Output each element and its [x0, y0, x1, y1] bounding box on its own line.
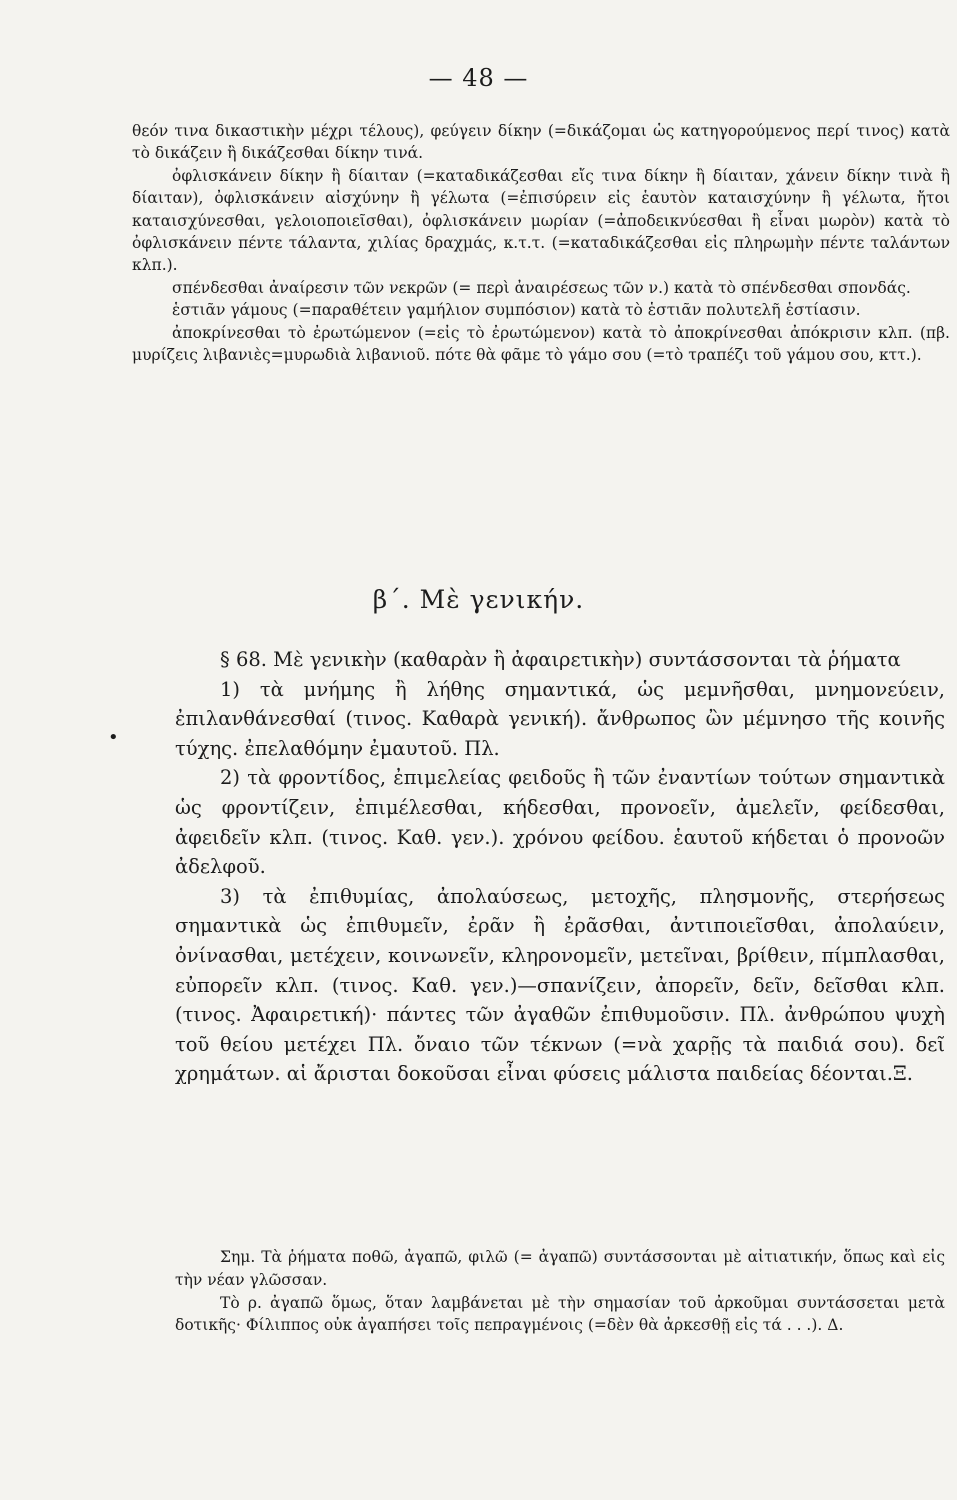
note-2: Τὸ ρ. ἀγαπῶ ὅμως, ὅταν λαμβάνεται μὲ τὴν σημασίαν τοῦ ἀρκοῦμαι συντάσσεται μετὰ δοτικῆς· Φίλιππος οὐκ ἀγαπήσει τοῖς πεπραγμένοις (=δὲν θὰ ἀρκεσθῇ εἰς τά . . .). Δ. [175, 1293, 945, 1335]
upper-text-block [132, 120, 950, 366]
upper-paragraph-4: ἑστιᾶν γάμους (=παραθέτειν γαμήλιον συμπόσιον) κατὰ τὸ ἑστιᾶν πολυτελῆ ἑστίασιν. [172, 301, 861, 320]
margin-dot: • [108, 727, 119, 748]
upper-paragraph-2: ὀφλισκάνειν δίκην ἢ δίαιταν (=καταδικάζεσθαι εἴς τινα δίκην ἢ δίαιταν, χάνειν δίκην τινὰ ἢ δίαιταν), ὀφλισκάνειν αἰσχύνην ἢ γέλωτα (=ἐπισύρειν εἰς ἑαυτὸν καταισχύνην ἢ γέλωτα, ἤτοι καταισχύνεσθαι, γελοιοποιεῖσθαι), ὀφλισκάνειν μωρίαν (=ἀποδεικνύεσθαι ἢ εἶναι μωρὸν) κατὰ τὸ ὀφλισκάνειν πέντε τάλαντα, χιλίας δραχμάς, κ.τ.τ. (=καταδικάζεσθαι εἰς πληρωμὴν πέντε ταλάντων κλπ.). [132, 166, 950, 275]
upper-paragraph-1: θεόν τινα δικαστικὴν μέχρι τέλους), φεύγειν δίκην (=δικάζομαι ὡς κατηγορούμενος περί τινος) κατὰ τὸ δικάζειν ἢ δικάζεσθαι δίκην τινά. [132, 122, 950, 163]
section-68-text [175, 645, 945, 1089]
rule-1-memory: 1) τὰ μνήμης ἢ λήθης σημαντικά, ὡς μεμνῆσθαι, μνημονεύειν, ἐπιλανθάνεσθαί (τινος. Καθαρὰ γενική). ἄνθρωπος ὢν μέμνησο τῆς κοινῆς τύχης. ἐπελαθόμην ἐμαυτοῦ. Πλ. [175, 677, 945, 760]
section-heading: β΄. Μὲ γενικήν. [372, 585, 585, 614]
notes-block [175, 1246, 945, 1337]
page-number: — 48 — [428, 64, 529, 92]
note-1: Σημ. Τὰ ῥήματα ποθῶ, ἀγαπῶ, φιλῶ (= ἀγαπῶ) συντάσσονται μὲ αἰτιατικήν, ὅπως καὶ εἰς τὴν νέαν γλῶσσαν. [175, 1248, 945, 1289]
rule-3-desire: 3) τὰ ἐπιθυμίας, ἀπολαύσεως, μετοχῆς, πλησμονῆς, στερήσεως σημαντικὰ ὡς ἐπιθυμεῖν, ἐρᾶν ἢ ἐρᾶσθαι, ἀντιποιεῖσθαι, ἀπολαύειν, ὀνίνασθαι, μετέχειν, κοινωνεῖν, κληρονομεῖν, μετεῖναι, βρίθειν, πίμπλασθαι, εὐπορεῖν κλπ. (τινος. Καθ. γεν.)—σπανίζειν, ἀπορεῖν, δεῖν, δεῖσθαι κλπ. (τινος. Ἀφαιρετική)· πάντες τῶν ἀγαθῶν ἐπιθυμοῦσιν. Πλ. ἀνθρώπου ψυχὴ τοῦ θείου μετέχει Πλ. ὄναιο τῶν τέκνων (=νὰ χαρῇς τὰ παιδιά σου). δεῖ χρημάτων. αἱ ἄρισται δοκοῦσαι εἶναι φύσεις μάλιστα παιδείας δέονται.Ξ. [175, 884, 945, 1086]
upper-paragraph-3: σπένδεσθαι ἀναίρεσιν τῶν νεκρῶν (= περὶ ἀναιρέσεως τῶν ν.) κατὰ τὸ σπένδεσθαι σπονδάς. [172, 278, 911, 297]
upper-paragraph-5: ἀποκρίνεσθαι τὸ ἐρωτώμενον (=εἰς τὸ ἐρωτώμενον) κατὰ τὸ ἀποκρίνεσθαι ἀπόκρισιν κλπ. (πβ. μυρίζεις λιβανιὲς=μυρωδιὰ λιβανιοῦ. πότε θὰ φᾶμε τὸ γάμο σου (=τὸ τραπέζι τοῦ γάμου σου, κττ.). [132, 323, 950, 365]
section-68-intro: § 68. Μὲ γενικὴν (καθαρὰν ἢ ἀφαιρετικὴν) συντάσσονται τὰ ῥήματα [220, 648, 901, 671]
rule-2-care: 2) τὰ φροντίδος, ἐπιμελείας φειδοῦς ἢ τῶν ἐναντίων τούτων σημαντικὰ ὡς φροντίζειν, ἐπιμέλεσθαι, κήδεσθαι, προνοεῖν, ἀμελεῖν, φείδεσθαι, ἀφειδεῖν κλπ. (τινος. Καθ. γεν.). χρόνου φείδου. ἑαυτοῦ κήδεται ὁ προνοῶν ἀδελφοῦ. [175, 766, 945, 879]
